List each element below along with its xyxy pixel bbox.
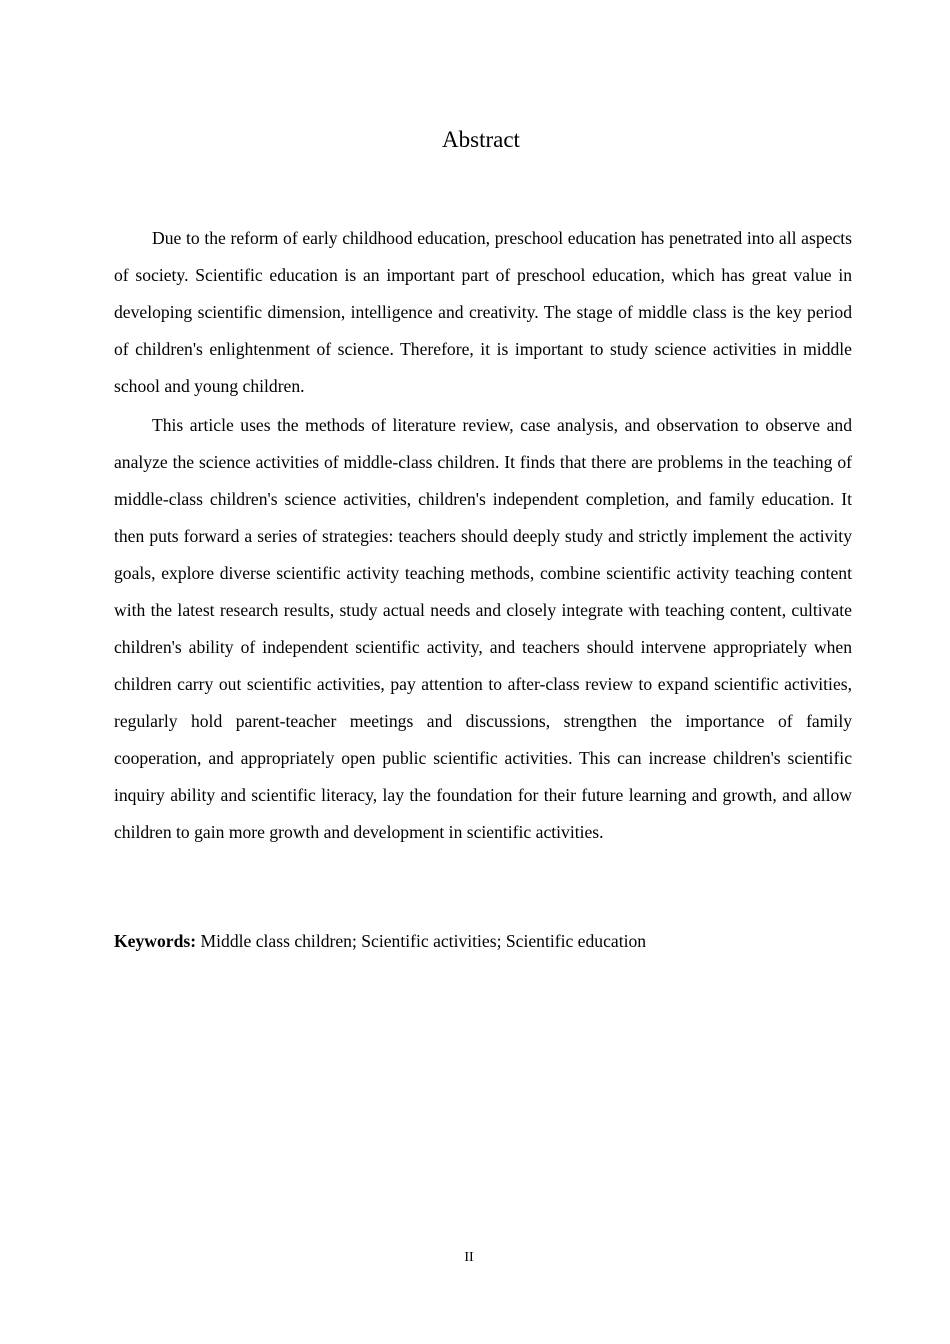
keywords-label: Keywords: <box>114 931 197 951</box>
page-number: II <box>464 1250 474 1265</box>
keywords-text: Middle class children; Scientific activities; Scientific education <box>200 931 647 951</box>
abstract-paragraph-2: This article uses the methods of literature review, case analysis, and observation to observe and analyze the science activities of middle-class children. It finds that there are problems in the teaching of middle-class children's science activities, children's independent completion, and family education. It then puts forward a series of strategies: teachers should deeply study and strictly implement the activity goals, explore diverse scientific activity teaching methods, combine scientific activity teaching content with the latest research results, study actual needs and closely integrate with teaching content, cultivate children's ability of independent scientific activity, and teachers should intervene appropriately when children carry out scientific activities, pay attention to after-class review to expand scientific activities, regularly hold parent-teacher meetings and discussions, strengthen the importance of family cooperation, and appropriately open public scientific activities. This can increase children's scientific inquiry ability and scientific literacy, lay the foundation for their future learning and growth, and allow children to gain more growth and development in scientific activities. <box>114 415 852 842</box>
abstract-body <box>114 220 852 851</box>
abstract-paragraph-1: Due to the reform of early childhood education, preschool education has penetrated into all aspects of society. Scientific education is an important part of preschool education, which has great value in developing scientific dimension, intelligence and creativity. The stage of middle class is the key period of children's enlightenment of science. Therefore, it is important to study science activities in middle school and young children. <box>114 228 852 396</box>
keywords-line <box>114 925 854 957</box>
abstract-title: Abstract <box>442 127 520 152</box>
